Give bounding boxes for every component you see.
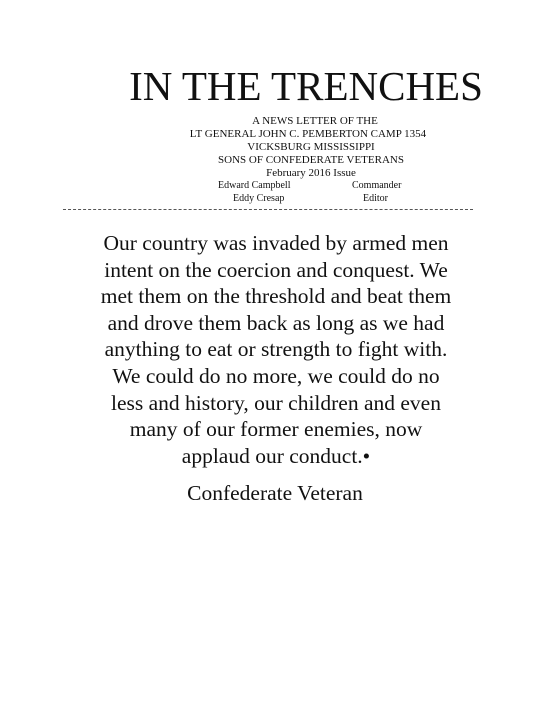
staff-role: Commander [352, 180, 402, 191]
quote-line: applaud our conduct.• [181, 443, 371, 468]
quote-line: met them on the threshold and beat them [100, 284, 452, 309]
quote-line: intent on the coercion and conquest. We [104, 257, 448, 282]
staff-name: Edward Campbell [218, 180, 291, 191]
quote-body [66, 230, 486, 469]
issue-date: February 2016 Issue [266, 167, 356, 179]
subtitle-line: LT GENERAL JOHN C. PEMBERTON CAMP 1354 [189, 128, 427, 140]
quote-line: We could do no more, we could do no [112, 363, 440, 388]
quote-line: many of our former enemies, now [129, 417, 423, 442]
subtitle-line: SONS OF CONFEDERATE VETERANS [218, 154, 404, 166]
staff-role: Editor [363, 193, 388, 204]
dashed-divider [63, 209, 473, 210]
quote-line: less and history, our children and even [111, 390, 441, 415]
quote-line: Our country was invaded by armed men [103, 231, 449, 255]
newsletter-title: IN THE TRENCHES [129, 63, 483, 109]
quote-line: and drove them back as long as we had [107, 310, 445, 335]
staff-name: Eddy Cresap [233, 193, 285, 204]
subtitle-line: A NEWS LETTER OF THE [252, 115, 378, 127]
quote-attribution: Confederate Veteran [187, 481, 363, 505]
quote-line: anything to eat or strength to fight with. [104, 337, 448, 362]
subtitle-line: VICKSBURG MISSISSIPPI [247, 141, 375, 153]
